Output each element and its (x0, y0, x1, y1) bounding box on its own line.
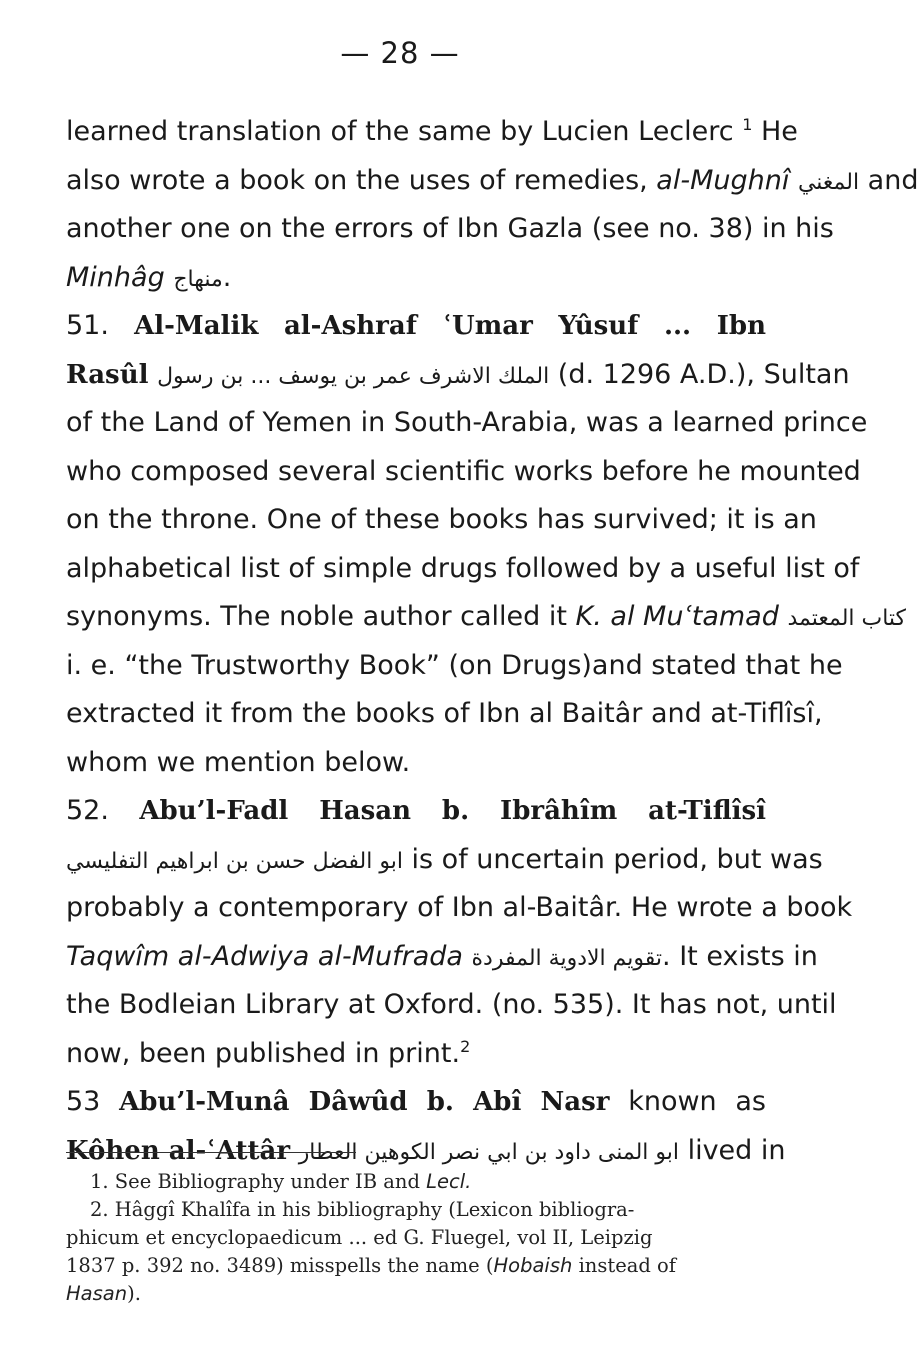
text-line: Kôhen al-ʿAttâr ابو المنى داود بن ابي نصر الكوهين العطار lived in (66, 1134, 786, 1166)
text-line: the Bodleian Library at Oxford. (no. 535). It has not, until (66, 989, 837, 1020)
arabic-text: الملك الاشرف عمر بن يوسف ... بن رسول (157, 363, 550, 389)
text-line: on the throne. One of these books has survived; it is an (66, 504, 817, 535)
text-line: now, been published in print.$^2$ (66, 1036, 471, 1069)
text-line: also wrote a book on the uses of remedies, al-Mughnî المغني and (66, 164, 918, 196)
footnote-1: 1. See Bibliography under IB and Lecl. (90, 1170, 472, 1193)
text-line: alphabetical list of simple drugs followed by a useful list of (66, 552, 860, 584)
author-name: Abu’l-Munâ Dâwûd b. Abî Nasr (119, 1087, 610, 1117)
text-line: who composed several scientific works before he mounted (66, 455, 861, 487)
text-line: extracted it from the books of Ibn al Baitâr and at-Tiflîsî, (66, 698, 823, 729)
book-title: al-Mughnî (656, 164, 790, 196)
footnote-ref[interactable]: 2 (460, 1036, 471, 1056)
book-title: Minhâg (66, 261, 165, 293)
arabic-text: منهاج (173, 266, 223, 292)
author-name: Rasûl (66, 359, 149, 390)
body-text (66, 108, 918, 1175)
text-line: Taqwîm al-Adwiya al-Mufrada تقويم الادوية المفردة. It exists in (66, 940, 818, 972)
entry-heading-52: 52. Abu’l-Fadl Hasan b. Ibrâhîm at-Tiflîsî (66, 795, 766, 826)
page-number: — 28 — (340, 36, 460, 70)
text-line: another one on the errors of Ibn Gazla (see no. 38) in his (66, 213, 834, 244)
arabic-text: ابو الفضل حسن بن ابراهيم التفليسي (66, 848, 403, 874)
arabic-text: كتاب المعتمد (787, 606, 907, 631)
arabic-text: ابو المنى داود بن ابي نصر الكوهين العطار (298, 1139, 679, 1165)
author-name: Abu’l-Fadl Hasan b. Ibrâhîm at-Tiflîsî (139, 796, 766, 826)
author-name: Kôhen al-ʿAttâr (66, 1135, 291, 1166)
entry-heading-51: 51. Al-Malik al-Ashraf ʿUmar Yûsuf ... Ibn (66, 310, 766, 341)
text-line: whom we mention below. (66, 746, 411, 778)
text-line: ابو الفضل حسن بن ابراهيم التفليسي is of uncertain period, but was (66, 843, 823, 875)
text-line: synonyms. The noble author called it K. al Muʿtamad كتاب المعتمد (66, 601, 907, 632)
footnote-2-cont: Hasan). (66, 1282, 141, 1305)
footnotes (66, 1168, 766, 1308)
text-line: of the Land of Yemen in South-Arabia, was a learned prince (66, 407, 868, 438)
footnote-divider (66, 1152, 356, 1153)
text-line: Rasûl الملك الاشرف عمر بن يوسف ... بن رسول (d. 1296 A.D.), Sultan (66, 358, 850, 390)
footnote-2: 2. Hâggî Khalîfa in his bibliography (Lexicon bibliogra- (90, 1198, 635, 1221)
footnote-ref[interactable]: 1 (742, 115, 753, 134)
arabic-text: المغني (797, 169, 860, 195)
footnote-2-cont: 1837 p. 392 no. 3489) misspells the name (Hobaish instead of (66, 1254, 677, 1277)
text-line: learned translation of the same by Lucien Leclerc $^1$ He (66, 115, 798, 147)
book-title: Taqwîm al-Adwiya al-Mufrada (66, 940, 463, 972)
arabic-text: تقويم الادوية المفردة (471, 945, 663, 971)
author-name: Al-Malik al-Ashraf ʿUmar Yûsuf ... Ibn (134, 311, 766, 341)
text-line: probably a contemporary of Ibn al-Baitâr. He wrote a book (66, 892, 853, 923)
entry-heading-53: 53 Abu’l-Munâ Dâwûd b. Abî Nasr known as (66, 1086, 766, 1117)
footnote-2-cont: phicum et encyclopaedicum ... ed G. Fluegel, vol II, Leipzig (66, 1226, 653, 1249)
text-line: i. e. “the Trustworthy Book” (on Drugs)and stated that he (66, 649, 843, 681)
book-title: K. al Muʿtamad (575, 601, 779, 632)
text-line: Minhâg منهاج. (66, 261, 232, 293)
